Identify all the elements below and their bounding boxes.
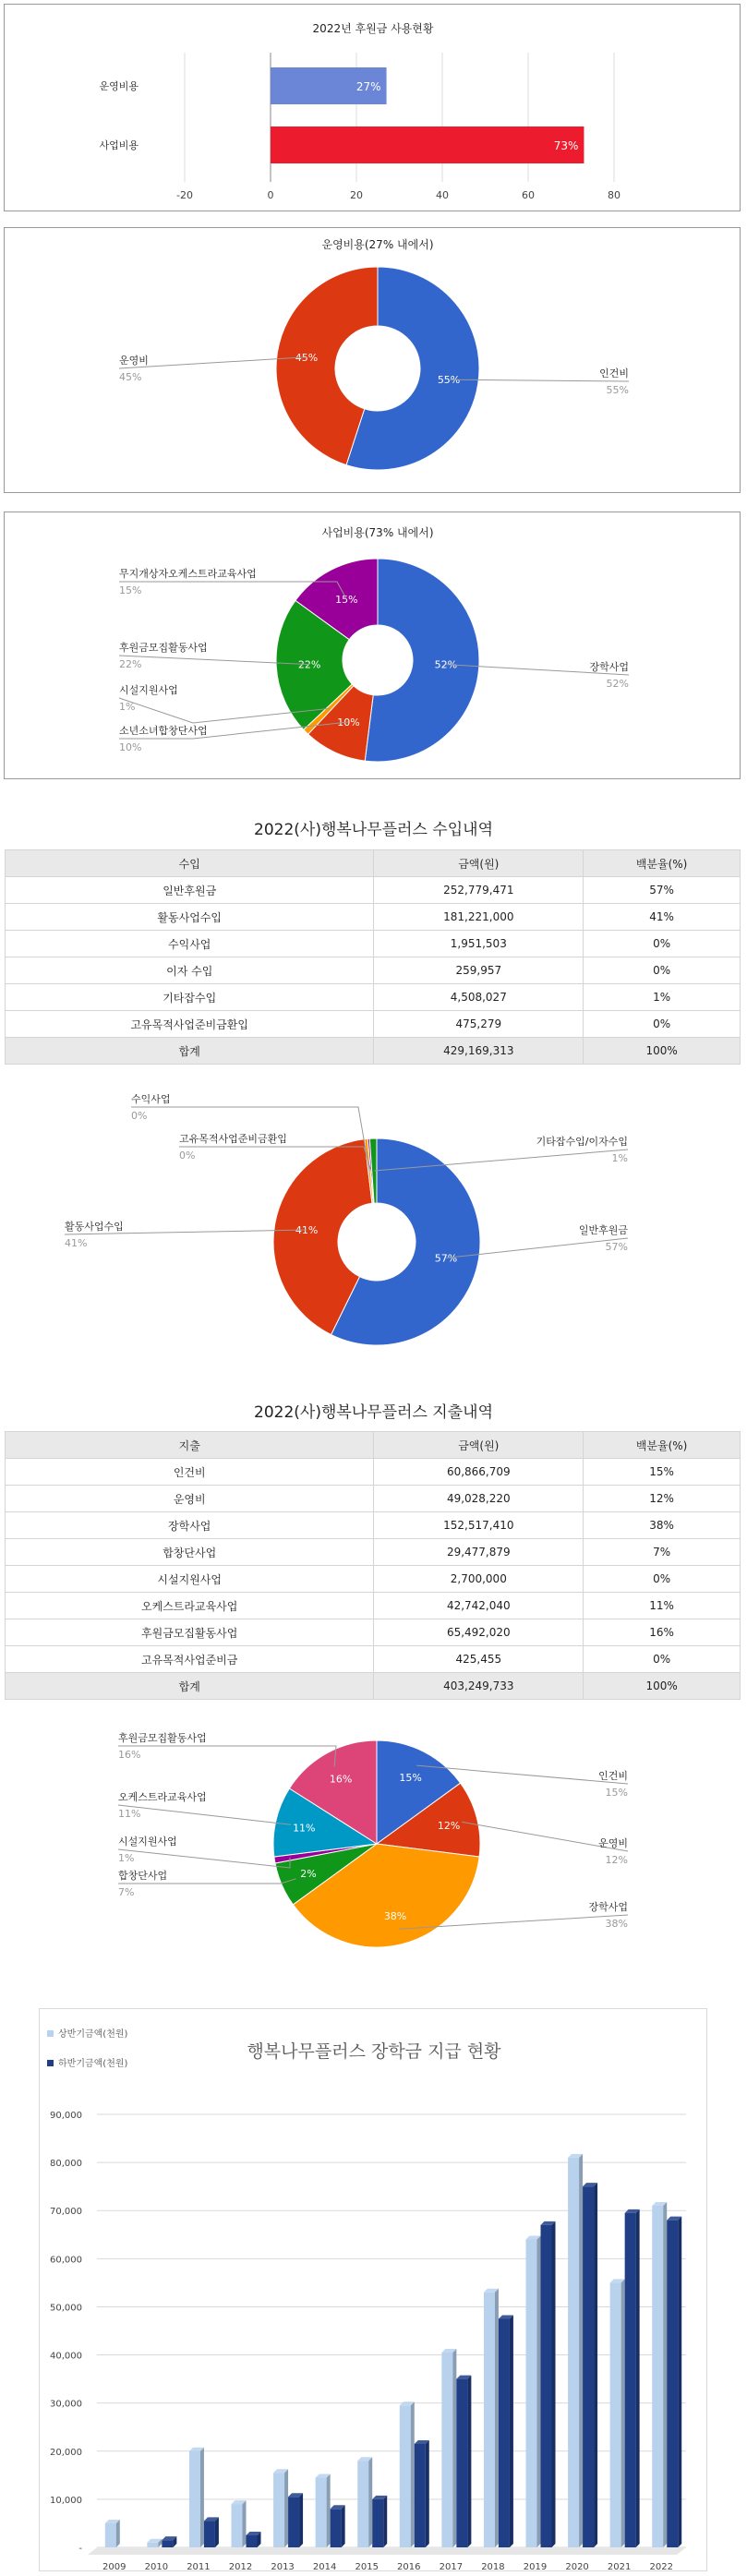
callout-pct: 10% — [119, 741, 142, 753]
callout-pct: 41% — [65, 1237, 88, 1249]
table-cell: 259,957 — [374, 957, 584, 984]
bar-side — [299, 2493, 303, 2547]
callout-label: 고유목적사업준비금환입 — [179, 1133, 287, 1145]
bar-1-8 — [456, 2379, 467, 2547]
y-tick-label: 20,000 — [50, 2447, 82, 2458]
x-tick-label: 60 — [522, 189, 535, 201]
bar-side — [495, 2289, 499, 2547]
bar-side — [663, 2202, 667, 2547]
callout-label: 장학사업 — [588, 1901, 628, 1913]
slice-label: 52% — [434, 658, 458, 671]
table-cell: 0% — [584, 1646, 741, 1673]
table-row — [6, 1486, 741, 1512]
callout-label: 시설지원사업 — [118, 1836, 177, 1848]
bar-1-10 — [541, 2225, 552, 2547]
chart-title: 사업비용(73% 내에서) — [321, 526, 434, 539]
callout-line — [118, 1805, 291, 1824]
usage-bar-chart — [5, 5, 741, 212]
table-cell: 60,866,709 — [374, 1459, 584, 1486]
table-cell: 16% — [584, 1619, 741, 1646]
opex-chart-panel — [4, 227, 741, 493]
table-cell: 29,477,879 — [374, 1539, 584, 1566]
y-tick-label: 70,000 — [50, 2207, 82, 2218]
expense-chart-area — [4, 1722, 741, 1957]
bar-0-8 — [441, 2353, 452, 2547]
chart-floor — [88, 2547, 686, 2555]
bar-side — [537, 2235, 541, 2547]
x-tick-label: 2017 — [439, 2562, 464, 2572]
table-cell: 활동사업수입 — [6, 904, 374, 931]
y-tick-label: 80,000 — [50, 2159, 82, 2170]
bar-side — [327, 2474, 331, 2547]
bar-side — [510, 2315, 513, 2547]
table-cell: 429,169,313 — [374, 1038, 584, 1065]
bar-side — [215, 2517, 219, 2547]
bar-1-2 — [204, 2521, 215, 2547]
table-cell: 403,249,733 — [374, 1673, 584, 1700]
callout-pct: 45% — [119, 371, 142, 383]
table-cell: 0% — [584, 931, 741, 957]
table-cell: 고유목적사업준비금 — [6, 1646, 374, 1673]
y-tick-label: 30,000 — [50, 2399, 82, 2410]
bar-0-2 — [189, 2451, 200, 2547]
callout-line — [118, 1849, 290, 1868]
callout-label: 무지개상자오케스트라교육사업 — [119, 568, 257, 580]
expense-table — [5, 1431, 741, 1700]
income-table — [5, 849, 741, 1065]
y-tick-label: - — [78, 2544, 82, 2554]
table-row — [6, 1011, 741, 1038]
callout-label: 후원금모집활동사업 — [119, 642, 208, 654]
table-row — [6, 1459, 741, 1486]
x-tick-label: 2015 — [355, 2562, 379, 2572]
callout-label: 인건비 — [598, 1770, 628, 1782]
table-cell: 11% — [584, 1593, 741, 1619]
callout-pct: 0% — [131, 1110, 148, 1122]
slice-label: 55% — [437, 374, 461, 387]
bar-side — [552, 2221, 556, 2547]
table-row — [6, 1646, 741, 1673]
category-label: 운영비용 — [99, 80, 139, 92]
table-row — [6, 1566, 741, 1593]
column-header: 지출 — [6, 1432, 374, 1459]
bar-side — [284, 2469, 288, 2547]
slice-label: 45% — [295, 351, 319, 364]
table-cell: 57% — [584, 877, 741, 904]
callout-pct: 7% — [118, 1886, 135, 1898]
table-cell: 38% — [584, 1512, 741, 1539]
slice-label: 12% — [437, 1819, 461, 1832]
table-cell: 기타잡수입 — [6, 984, 374, 1011]
bar-1-13 — [667, 2221, 678, 2547]
callout-label: 시설지원사업 — [119, 684, 178, 696]
column-header: 백분율(%) — [584, 1432, 741, 1459]
x-tick-label: 2019 — [523, 2562, 548, 2572]
bar-side — [636, 2209, 640, 2547]
bar-0-6 — [357, 2461, 368, 2547]
callout-pct: 16% — [118, 1749, 141, 1761]
table-total-row — [6, 1673, 741, 1700]
callout-label: 운영비 — [119, 355, 149, 367]
table-cell: 오케스트라교육사업 — [6, 1593, 374, 1619]
table-cell: 0% — [584, 1566, 741, 1593]
x-tick-label: 2013 — [271, 2562, 295, 2572]
slice-label: 15% — [399, 1772, 422, 1785]
table-row — [6, 1593, 741, 1619]
table-cell: 252,779,471 — [374, 877, 584, 904]
callout-label: 기타잡수입/이자수입 — [536, 1136, 628, 1148]
opex-donut-chart — [5, 228, 741, 494]
legend-label: 상반기금액(천원) — [58, 2029, 128, 2040]
bar-1-9 — [499, 2318, 510, 2547]
callout-label: 합창단사업 — [118, 1870, 168, 1882]
bar-side — [452, 2349, 456, 2547]
callout-pct: 57% — [605, 1241, 628, 1253]
table-cell: 운영비 — [6, 1486, 374, 1512]
callout-pct: 52% — [606, 678, 629, 690]
scholarship-column-chart — [40, 2009, 708, 2572]
table-cell: 100% — [584, 1673, 741, 1700]
table-cell: 2,700,000 — [374, 1566, 584, 1593]
slice-label: 2% — [300, 1868, 317, 1881]
x-tick-label: 2010 — [144, 2562, 169, 2572]
slice-label: 57% — [434, 1252, 458, 1265]
table-cell: 49,028,220 — [374, 1486, 584, 1512]
x-tick-label: 2018 — [481, 2562, 505, 2572]
table-cell: 시설지원사업 — [6, 1566, 374, 1593]
slice-label: 41% — [295, 1224, 319, 1237]
table-row — [6, 1539, 741, 1566]
table-total-row — [6, 1038, 741, 1065]
table-cell: 후원금모집활동사업 — [6, 1619, 374, 1646]
x-tick-label: 2021 — [607, 2562, 632, 2572]
column-header: 백분율(%) — [584, 850, 741, 877]
scholarship-chart-panel — [39, 2008, 707, 2571]
slice-label: 16% — [329, 1773, 353, 1786]
x-tick-label: 2020 — [565, 2562, 589, 2572]
bar-side — [116, 2520, 120, 2547]
table-cell: 일반후원금 — [6, 877, 374, 904]
y-tick-label: 50,000 — [50, 2303, 82, 2314]
column-header: 금액(원) — [374, 850, 584, 877]
expense-table-title: 2022(사)행복나무플러스 지출내역 — [254, 1403, 493, 1422]
y-tick-label: 60,000 — [50, 2255, 82, 2266]
bar-1-7 — [415, 2444, 426, 2547]
x-tick-label: 2009 — [102, 2562, 127, 2572]
x-tick-label: 40 — [436, 189, 449, 201]
x-tick-label: 80 — [608, 189, 620, 201]
bar-0-9 — [484, 2293, 495, 2547]
table-cell: 장학사업 — [6, 1512, 374, 1539]
table-row — [6, 1619, 741, 1646]
table-cell: 42,742,040 — [374, 1593, 584, 1619]
table-cell: 고유목적사업준비금환입 — [6, 1011, 374, 1038]
bar-0-7 — [400, 2405, 411, 2547]
biz-chart-panel — [4, 512, 741, 779]
bar-0-1 — [147, 2543, 158, 2547]
callout-pct: 38% — [605, 1918, 628, 1930]
y-tick-label: 10,000 — [50, 2495, 82, 2506]
callout-pct: 12% — [605, 1854, 628, 1866]
usage-chart-panel — [4, 4, 741, 211]
legend-label: 하반기금액(천원) — [58, 2059, 128, 2069]
slice-0 — [365, 559, 479, 762]
table-header-row — [6, 850, 741, 877]
expense-pie-chart — [4, 1722, 741, 1957]
bar-0-13 — [652, 2206, 663, 2547]
bar-side — [594, 2183, 597, 2547]
legend-swatch-0 — [47, 2030, 54, 2037]
bar-side — [342, 2505, 345, 2547]
bar-side — [200, 2448, 204, 2547]
table-cell: 425,455 — [374, 1646, 584, 1673]
bar-side — [411, 2401, 415, 2547]
callout-label: 인건비 — [599, 367, 629, 379]
chart-title: 행복나무플러스 장학금 지급 현황 — [247, 2041, 501, 2062]
bar-side — [383, 2496, 387, 2547]
table-cell: 15% — [584, 1459, 741, 1486]
column-header: 수입 — [6, 850, 374, 877]
callout-pct: 11% — [118, 1808, 141, 1820]
bar-value-label: 73% — [553, 139, 579, 152]
table-cell: 4,508,027 — [374, 984, 584, 1011]
bar-side — [467, 2376, 471, 2547]
table-cell: 7% — [584, 1539, 741, 1566]
table-cell: 합계 — [6, 1038, 374, 1065]
income-donut-chart — [4, 1094, 741, 1371]
table-cell: 65,492,020 — [374, 1619, 584, 1646]
table-row — [6, 957, 741, 984]
income-chart-area — [4, 1094, 741, 1371]
bar-1 — [271, 126, 584, 163]
bar-side — [579, 2154, 583, 2547]
callout-line — [118, 1746, 336, 1767]
table-row — [6, 904, 741, 931]
callout-label: 소년소녀합창단사업 — [119, 725, 208, 737]
x-tick-label: 2022 — [649, 2562, 673, 2572]
callout-pct: 22% — [119, 658, 142, 670]
bar-side — [368, 2457, 372, 2547]
table-cell: 100% — [584, 1038, 741, 1065]
table-cell: 475,279 — [374, 1011, 584, 1038]
bar-1-3 — [247, 2535, 258, 2547]
callout-pct: 15% — [119, 584, 142, 596]
table-row — [6, 984, 741, 1011]
table-row — [6, 877, 741, 904]
category-label: 사업비용 — [99, 139, 139, 151]
callout-label: 운영비 — [598, 1837, 628, 1849]
table-cell: 181,221,000 — [374, 904, 584, 931]
bar-1-12 — [625, 2213, 636, 2547]
bar-side — [621, 2279, 625, 2547]
bar-1-6 — [372, 2499, 383, 2547]
x-tick-label: 2014 — [312, 2562, 337, 2572]
bar-0-4 — [273, 2473, 284, 2547]
table-cell: 1% — [584, 984, 741, 1011]
bar-0-3 — [232, 2504, 243, 2547]
y-tick-label: 40,000 — [50, 2351, 82, 2362]
bar-side — [678, 2217, 681, 2547]
x-tick-label: 0 — [267, 189, 274, 201]
bar-0-10 — [526, 2239, 537, 2547]
callout-label: 활동사업수입 — [65, 1221, 124, 1233]
callout-label: 일반후원금 — [578, 1224, 628, 1236]
table-cell: 합창단사업 — [6, 1539, 374, 1566]
callout-label: 오케스트라교육사업 — [118, 1791, 207, 1803]
bar-1-4 — [288, 2497, 299, 2547]
table-cell: 41% — [584, 904, 741, 931]
slice-label: 11% — [293, 1822, 316, 1835]
callout-label: 장학사업 — [589, 661, 629, 673]
table-row — [6, 1512, 741, 1539]
table-cell: 0% — [584, 1011, 741, 1038]
bar-side — [426, 2440, 429, 2547]
column-header: 금액(원) — [374, 1432, 584, 1459]
income-table-title: 2022(사)행복나무플러스 수입내역 — [254, 821, 493, 839]
table-cell: 인건비 — [6, 1459, 374, 1486]
x-tick-label: 20 — [350, 189, 363, 201]
bar-side — [243, 2500, 247, 2547]
callout-pct: 1% — [119, 701, 136, 713]
bar-value-label: 27% — [355, 80, 381, 93]
bar-0-5 — [316, 2477, 327, 2547]
bar-0-0 — [105, 2523, 116, 2547]
callout-pct: 1% — [118, 1852, 135, 1864]
bar-1-5 — [331, 2509, 342, 2547]
x-tick-label: -20 — [176, 189, 193, 201]
slice-label: 15% — [335, 594, 358, 607]
x-tick-label: 2011 — [187, 2562, 211, 2572]
legend-swatch-1 — [47, 2060, 54, 2066]
slice-label: 10% — [337, 716, 360, 728]
table-cell: 수익사업 — [6, 931, 374, 957]
table-cell: 12% — [584, 1486, 741, 1512]
table-cell: 합계 — [6, 1673, 374, 1700]
callout-label: 후원금모집활동사업 — [118, 1732, 207, 1744]
bar-1-1 — [162, 2540, 173, 2547]
bar-1-11 — [583, 2186, 594, 2547]
chart-title: 운영비용(27% 내에서) — [321, 238, 434, 251]
callout-pct: 15% — [605, 1787, 628, 1799]
callout-label: 수익사업 — [131, 1094, 171, 1105]
y-tick-label: 90,000 — [50, 2111, 82, 2121]
biz-donut-chart — [5, 512, 741, 780]
chart-title: 2022년 후원금 사용현황 — [312, 22, 434, 35]
table-row — [6, 931, 741, 957]
callout-pct: 1% — [611, 1152, 628, 1164]
table-cell: 1,951,503 — [374, 931, 584, 957]
table-cell: 0% — [584, 957, 741, 984]
bar-0-12 — [610, 2282, 621, 2547]
slice-label: 38% — [383, 1910, 407, 1923]
table-cell: 이자 수입 — [6, 957, 374, 984]
table-cell: 152,517,410 — [374, 1512, 584, 1539]
table-header-row — [6, 1432, 741, 1459]
x-tick-label: 2016 — [397, 2562, 421, 2572]
bar-0-11 — [568, 2158, 579, 2547]
x-tick-label: 2012 — [228, 2562, 253, 2572]
callout-pct: 55% — [606, 384, 629, 396]
callout-pct: 0% — [179, 1150, 196, 1162]
slice-label: 22% — [297, 658, 321, 671]
